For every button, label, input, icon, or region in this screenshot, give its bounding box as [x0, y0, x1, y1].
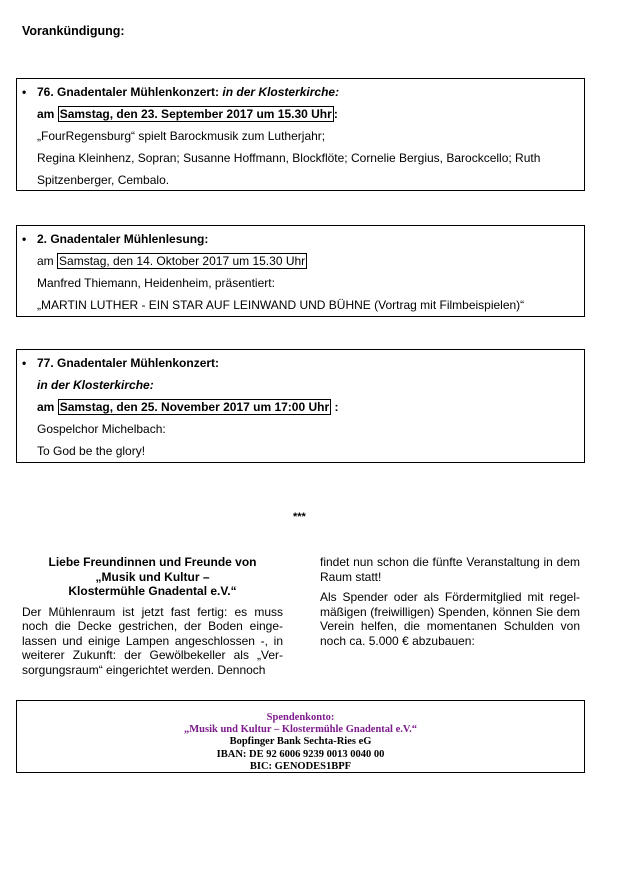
letter-paragraph: findet nun schon die fünfte Veranstaltung in dem Raum statt! — [320, 555, 580, 584]
event-box-1 — [16, 78, 585, 191]
event-description: Manfred Thiemann, Heidenheim, präsentiert: — [37, 276, 275, 290]
greeting-line: Liebe Freundinnen und Freunde von — [48, 555, 257, 569]
event-lecture-title: „MARTIN LUTHER - EIN STAR AUF LEINWAND UND BÜHNE (Vortrag mit Filmbeispielen)“ — [37, 298, 525, 312]
event-program: To God be the glory! — [37, 444, 146, 458]
page-heading: Vorankündigung: — [22, 24, 125, 38]
bank-bic: BIC: GENODES1BPF — [249, 760, 352, 772]
bank-label: Spendenkonto: — [266, 712, 335, 723]
letter-paragraph: Der Mühlenraum ist jetzt fast fertig: es muss noch die Decke gestrichen, der Boden einge-lassen und einige Lampen angeschlossen -, in weiterer Zukunft: der Gewölbekeller als „Ver-sorgungsraum“ eingerichtet werden. Dennoch — [22, 604, 283, 677]
greeting — [22, 555, 283, 599]
event-description: „FourRegensburg“ spielt Barockmusik zum Lutherjahr; — [37, 129, 326, 143]
event-venue: in der Klosterkirche: — [222, 85, 340, 99]
event-title: 2. Gnadentaler Mühlenlesung: — [37, 232, 209, 246]
event-date-line — [17, 396, 584, 418]
event-performers: Regina Kleinhenz, Sopran; Susanne Hoffmann, Blockflöte; Cornelie Bergius, Barockcello; Ruth — [37, 151, 541, 165]
event-date-line — [17, 250, 584, 272]
event-box-3 — [16, 349, 585, 463]
event-date: Samstag, den 14. Oktober 2017 um 15.30 Uhr — [59, 254, 306, 268]
event-title-line — [17, 352, 584, 374]
event-title-line — [17, 81, 584, 103]
greeting-line: Klostermühle Gnadental e.V.“ — [68, 584, 237, 598]
date-prefix: am — [37, 254, 54, 268]
bank-name: Bopfinger Bank Sechta-Ries eG — [229, 736, 372, 748]
date-suffix: : — [333, 107, 338, 121]
date-prefix: am — [37, 400, 55, 414]
donation-account-box — [16, 700, 585, 773]
letter-right-column — [320, 555, 580, 648]
bullet-icon: • — [22, 356, 27, 370]
event-performers: Gospelchor Michelbach: — [37, 422, 166, 436]
event-venue: in der Klosterkirche: — [37, 378, 154, 392]
event-box-2 — [16, 225, 585, 317]
date-suffix: : — [334, 400, 339, 414]
event-date: Samstag, den 25. November 2017 um 17:00 Uhr — [59, 400, 330, 414]
event-title-line — [17, 228, 584, 250]
event-performers-cont: Spitzenberger, Cembalo. — [37, 173, 170, 187]
bank-iban: IBAN: DE 92 6006 9239 0013 0040 00 — [216, 748, 385, 760]
bank-org: „Musik und Kultur – Klostermühle Gnadental e.V.“ — [184, 724, 417, 736]
letter-left-column — [22, 555, 283, 677]
event-date: Samstag, den 23. September 2017 um 15.30 Uhr — [59, 107, 332, 121]
date-prefix: am — [37, 107, 55, 121]
separator: *** — [293, 511, 306, 523]
greeting-line: „Musik und Kultur – — [95, 569, 210, 584]
bullet-icon: • — [22, 85, 27, 99]
bullet-icon: • — [22, 232, 27, 246]
event-date-line — [17, 103, 584, 125]
event-title: 76. Gnadentaler Mühlenkonzert: — [37, 85, 220, 99]
event-title: 77. Gnadentaler Mühlenkonzert: — [37, 356, 220, 370]
letter-paragraph: Als Spender oder als Fördermitglied mit regel-mäßigen (freiwilligen) Spenden, können Sie dem Verein helfen, die momentanen Schulden von noch ca. 5.000 € abzubauen: — [320, 590, 580, 648]
